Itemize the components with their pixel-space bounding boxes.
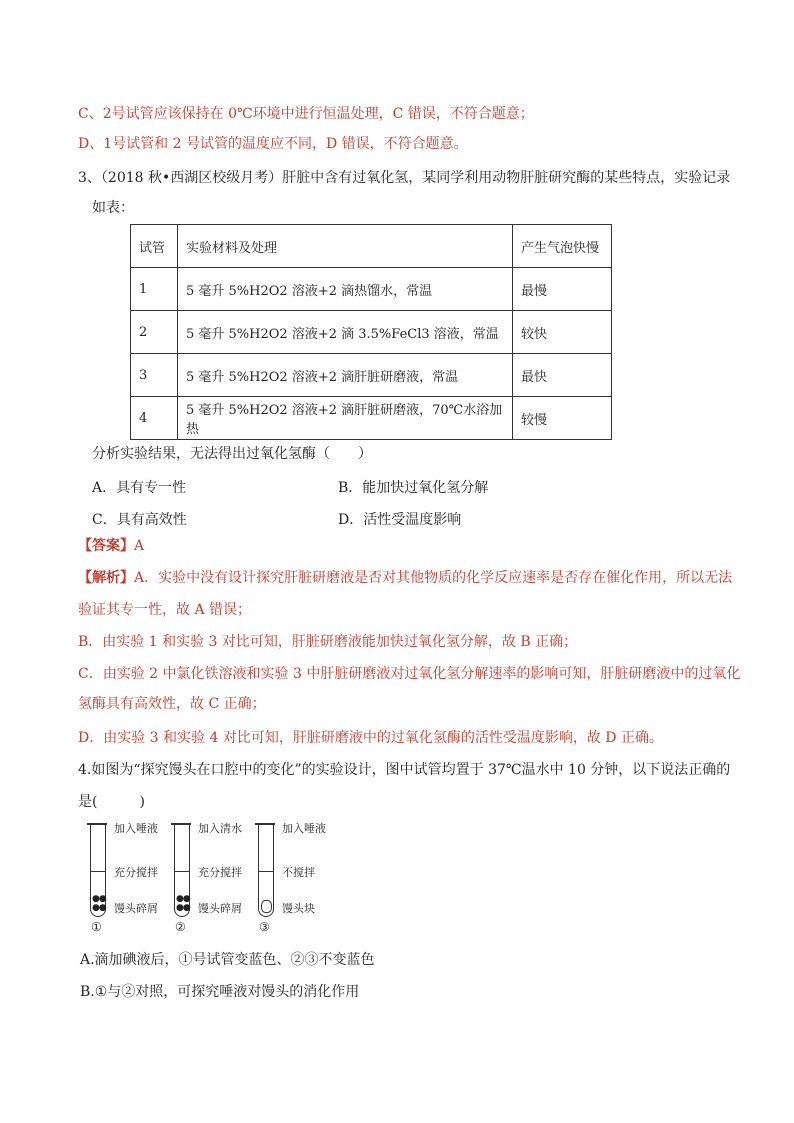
header-material: 实验材料及处理 (178, 225, 513, 268)
cell-bubbles: 较慢 (513, 397, 612, 440)
cell-material: 5 毫升 5%H2O2 溶液+2 滴热馏水，常温 (178, 268, 513, 311)
tube1-mid-label: 充分搅拌 (114, 866, 158, 879)
test-tube-3 (258, 824, 274, 917)
header-bubbles: 产生气泡快慢 (513, 225, 612, 268)
analysis-b: B．由实验 1 和实验 3 对比可知，肝脏研磨液能加快过氧化氢分解，故 B 正确； (78, 634, 578, 650)
q3-question: 分析实验结果，无法得出过氧化氢酶（ ） (92, 446, 372, 462)
analysis-d: D．由实验 3 和实验 4 对比可知，肝脏研磨液中的过氧化氢酶的活性受温度影响，故 D 正确。 (78, 730, 663, 746)
q4-stem-line1: 4.如图为“探究馒头在口腔中的变化”的实验设计，图中试管均置于 37℃温水中 10 分钟，以下说法正确的 (78, 762, 731, 778)
q3-stem-line1: 3、（2018 秋•西湖区校级月考）肝脏中含有过氧化氢，某同学利用动物肝脏研究酶的某些特点，实验记录 (78, 170, 731, 186)
analysis-label: 【解析】 (78, 570, 134, 586)
cell-tube: 3 (131, 354, 178, 397)
cell-bubbles: 最快 (513, 354, 612, 397)
test-tube-1 (90, 824, 106, 917)
header-tube: 试管 (131, 225, 178, 268)
q4-stem-line2: 是( ) (78, 794, 145, 810)
tube2-number: ② (175, 920, 186, 934)
cell-material: 5 毫升 5%H2O2 溶液+2 滴肝脏研磨液，70℃水浴加热 (178, 397, 513, 440)
bread-chunk-icon (261, 900, 272, 913)
table-row (131, 397, 612, 440)
cell-material: 5 毫升 5%H2O2 溶液+2 滴肝脏研磨液，常温 (178, 354, 513, 397)
option-d-explanation: D、1号试管和 2 号试管的温度应不同，D 错误，不符合题意。 (78, 136, 468, 152)
analysis-a1: A．实验中没有设计探究肝脏研磨液是否对其他物质的化学反应速率是否存在催化作用，所以无法 (134, 570, 733, 586)
cell-material: 5 毫升 5%H2O2 溶液+2 滴 3.5%FeCl3 溶液，常温 (178, 311, 513, 354)
cell-bubbles: 较快 (513, 311, 612, 354)
q3-option-c: C．具有高效性 (92, 512, 187, 528)
tube1-top-label: 加入唾液 (114, 822, 158, 835)
tube2-mid-label: 充分搅拌 (198, 866, 242, 879)
answer-value: A (134, 538, 145, 554)
tube1-number: ① (91, 920, 102, 934)
q4-option-b: B.①与②对照，可探究唾液对馒头的消化作用 (80, 984, 360, 1000)
tube3-top-label: 加入唾液 (282, 822, 326, 835)
cell-bubbles: 最慢 (513, 268, 612, 311)
tube1-bottom-label: 馒头碎屑 (114, 902, 158, 915)
table-header-row (131, 225, 612, 268)
tube2-bottom-label: 馒头碎屑 (198, 902, 242, 915)
table-row (131, 354, 612, 397)
q3-option-b: B．能加快过氧化氢分解 (338, 480, 489, 496)
answer-label: 【答案】 (78, 538, 134, 554)
analysis-c-line2: 氢酶具有高效性，故 C 正确； (78, 696, 266, 712)
answer-line (78, 536, 144, 556)
cell-tube: 1 (131, 268, 178, 311)
tube3-bottom-label: 馒头块 (282, 902, 315, 915)
q3-option-d: D．活性受温度影响 (338, 512, 462, 528)
tube3-mid-label: 不搅拌 (282, 866, 315, 879)
analysis-a-line2: 验证其专一性，故 A 错误； (78, 602, 252, 618)
cell-tube: 2 (131, 311, 178, 354)
table-row (131, 311, 612, 354)
test-tube-2 (174, 824, 190, 917)
bread-crumbs-icon: ●● ●● (92, 894, 106, 913)
bread-crumbs-icon: ●● ●● (176, 894, 190, 913)
tube2-top-label: 加入清水 (198, 822, 242, 835)
cell-tube: 4 (131, 397, 178, 440)
q3-stem-line2: 如表： (92, 200, 134, 216)
analysis-a-line1 (78, 568, 732, 588)
experiment-table (130, 224, 612, 440)
q3-option-a: A．具有专一性 (92, 480, 187, 496)
table-row (131, 268, 612, 311)
tube3-number: ③ (259, 920, 270, 934)
option-c-explanation: C、2号试管应该保持在 0℃环境中进行恒温处理，C 错误，不符合题意； (78, 106, 534, 122)
analysis-c-line1: C．由实验 2 中氯化铁溶液和实验 3 中肝脏研磨液对过氧化氢分解速率的影响可知，肝脏研磨液中的过氧化 (78, 666, 741, 682)
q4-option-a: A.滴加碘液后，①号试管变蓝色、②③不变蓝色 (80, 952, 375, 968)
